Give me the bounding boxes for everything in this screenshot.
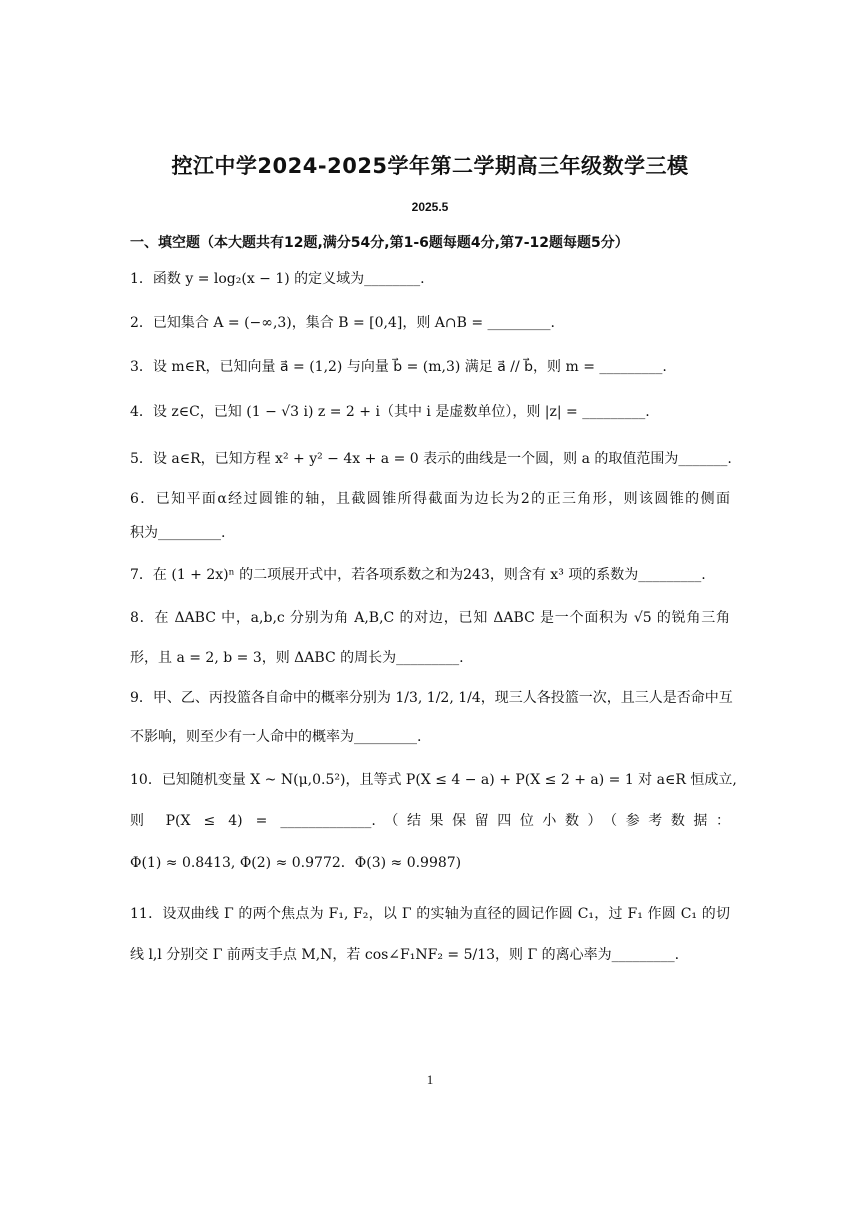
page-number: 1 (426, 1072, 434, 1087)
question-11-line-1: 11．设双曲线 Γ 的两个焦点为 F₁, F₂，以 Γ 的实轴为直径的圆记作圆 C₁，过 F₁ 作圆 C₁ 的切 (130, 906, 730, 922)
question-7: 7．在 (1 + 2x)ⁿ 的二项展开式中，若各项系数之和为243，则含有 x³ 项的系数为_________. (130, 567, 706, 583)
question-3: 3．设 m∈R，已知向量 a⃗ = (1,2) 与向量 b⃗ = (m,3) 满足 a⃗ // b⃗，则 m = _________. (130, 359, 667, 375)
question-5: 5．设 a∈R，已知方程 x² + y² − 4x + a = 0 表示的曲线是一个圆，则 a 的取值范围为_______. (130, 451, 732, 467)
question-9-line-1: 9．甲、乙、丙投篮各自命中的概率分别为 1/3, 1/2, 1/4，现三人各投篮一次，且三人是否命中互 (130, 690, 733, 706)
question-8-line-2: 形，且 a = 2, b = 3，则 ΔABC 的周长为_________. (130, 650, 464, 666)
question-6-line-1: 6．已知平面α经过圆锥的轴，且截圆锥所得截面为边长为2的正三角形，则该圆锥的侧面 (130, 491, 730, 507)
question-9-line-2: 不影响，则至少有一人命中的概率为_________. (130, 729, 422, 745)
question-8-line-1: 8．在 ΔABC 中，a,b,c 分别为角 A,B,C 的对边，已知 ΔABC 是一个面积为 √5 的锐角三角 (130, 610, 730, 626)
question-10-line-1: 10．已知随机变量 X ~ N(μ,0.5²)，且等式 P(X ≤ 4 − a) + P(X ≤ 2 + a) = 1 对 a∈R 恒成立, (130, 772, 737, 788)
question-2: 2．已知集合 A = (−∞,3)，集合 B = [0,4]，则 A∩B = _________. (130, 315, 555, 331)
question-10-line-2: 则 P(X ≤ 4) = _____________.（结果保留四位小数）（参考数据： (130, 813, 730, 829)
question-11-line-2: 线 l,l 分别交 Γ 前两支手点 M,N，若 cos∠F₁NF₂ = 5/13，则 Γ 的离心率为_________. (130, 947, 680, 963)
exam-date: 2025.5 (411, 200, 449, 214)
question-10-line-3: Φ(1) ≈ 0.8413, Φ(2) ≈ 0.9772．Φ(3) ≈ 0.9987) (130, 855, 462, 871)
section-heading: 一、填空题（本大题共有12题,满分54分,第1-6题每题4分,第7-12题每题5分） (130, 235, 629, 251)
question-1: 1．函数 y = log₂(x − 1) 的定义域为________. (130, 271, 425, 287)
question-4: 4．设 z∈C，已知 (1 − √3 i) z = 2 + i（其中 i 是虚数单位），则 |z| = _________. (130, 404, 650, 420)
question-6-line-2: 积为_________. (130, 525, 226, 541)
exam-title: 控江中学2024-2025学年第二学期高三年级数学三模 (171, 154, 689, 178)
